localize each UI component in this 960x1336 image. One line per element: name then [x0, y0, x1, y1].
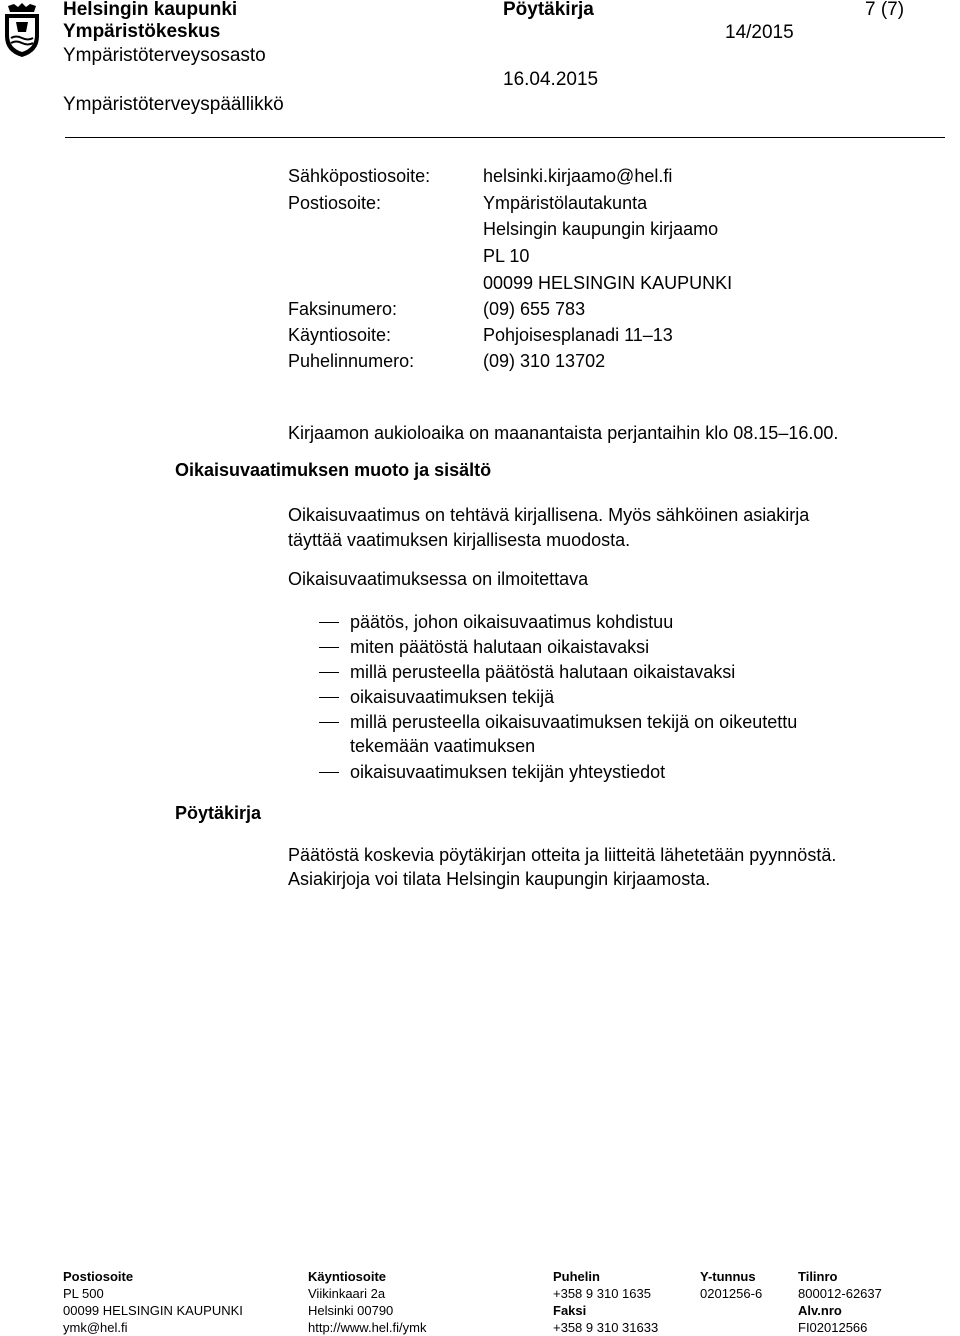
footer-value: 800012-62637 — [798, 1286, 882, 1301]
footer-account — [798, 1268, 882, 1336]
footer-value: 0201256-6 — [700, 1286, 763, 1301]
list-dash — [319, 697, 339, 698]
footer-label: Tilinro — [798, 1269, 838, 1284]
footer-visit — [308, 1268, 426, 1336]
footer-value: 00099 HELSINGIN KAUPUNKI — [63, 1303, 243, 1318]
list-dash — [319, 772, 339, 773]
footer-label: Y-tunnus — [700, 1269, 756, 1284]
email-label: Sähköpostiosoite: — [288, 166, 431, 186]
list-item: miten päätöstä halutaan oikaistavaksi — [350, 637, 650, 657]
paragraph: Oikaisuvaatimus on tehtävä kirjallisena. Myös sähköinen asiakirja — [288, 505, 810, 525]
page-number: 7 (7) — [865, 0, 905, 20]
section-heading: Oikaisuvaatimuksen muoto ja sisältö — [175, 460, 492, 480]
email-value: helsinki.kirjaamo@hel.fi — [483, 166, 673, 186]
postal-line: PL 10 — [483, 246, 530, 266]
footer-label: Postiosoite — [63, 1269, 134, 1284]
footer-postal — [63, 1268, 243, 1336]
list-dash — [319, 722, 339, 723]
footer-value: FI02012566 — [798, 1320, 868, 1335]
postal-line: 00099 HELSINGIN KAUPUNKI — [483, 273, 733, 293]
postal-line: Ympäristölautakunta — [483, 193, 648, 213]
fax-value: (09) 655 783 — [483, 299, 586, 319]
paragraph: Asiakirjoja voi tilata Helsingin kaupungin kirjaamosta. — [288, 869, 711, 889]
list-dash — [319, 647, 339, 648]
postal-label: Postiosoite: — [288, 193, 382, 213]
list-dash — [319, 622, 339, 623]
footer-business-id — [700, 1268, 762, 1302]
visit-value: Pohjoisesplanadi 11–13 — [483, 325, 673, 345]
list-item: millä perusteella oikaisuvaatimuksen tekijä on oikeutettu — [350, 712, 798, 732]
footer-url: http://www.hel.fi/ymk — [308, 1320, 427, 1335]
department-name: Ympäristökeskus — [63, 21, 221, 42]
footer-value: +358 9 310 31633 — [553, 1320, 659, 1335]
unit-name: Ympäristöterveysosasto — [63, 45, 266, 66]
org-name: Helsingin kaupunki — [63, 0, 238, 20]
list-item: millä perusteella päätöstä halutaan oikaistavaksi — [350, 662, 736, 682]
fax-label: Faksinumero: — [288, 299, 398, 319]
footer-value: +358 9 310 1635 — [553, 1286, 651, 1301]
footer-label: Alv.nro — [798, 1303, 842, 1318]
doc-type: Pöytäkirja — [503, 0, 594, 20]
phone-value: (09) 310 13702 — [483, 351, 606, 371]
role-name: Ympäristöterveyspäällikkö — [63, 94, 284, 115]
footer-value: Viikinkaari 2a — [308, 1286, 386, 1301]
list-item: päätös, johon oikaisuvaatimus kohdistuu — [350, 612, 674, 632]
list-dash — [319, 672, 339, 673]
office-hours: Kirjaamon aukioloaika on maanantaista perjantaihin klo 08.15–16.00. — [288, 423, 839, 443]
paragraph: täyttää vaatimuksen kirjallisesta muodosta. — [288, 530, 631, 550]
section-heading: Pöytäkirja — [175, 803, 262, 823]
header-rule — [65, 137, 945, 138]
footer-phone — [553, 1268, 658, 1336]
list-item: oikaisuvaatimuksen tekijän yhteystiedot — [350, 762, 666, 782]
list-item: oikaisuvaatimuksen tekijä — [350, 687, 555, 707]
footer-value: PL 500 — [63, 1286, 104, 1301]
paragraph: Päätöstä koskevia pöytäkirjan otteita ja liitteitä lähetetään pyynnöstä. — [288, 845, 837, 865]
postal-line: Helsingin kaupungin kirjaamo — [483, 219, 719, 239]
footer-label: Käyntiosoite — [308, 1269, 387, 1284]
doc-number: 14/2015 — [725, 22, 794, 43]
phone-label: Puhelinnumero: — [288, 351, 415, 371]
doc-date: 16.04.2015 — [503, 69, 599, 90]
footer-email: ymk@hel.fi — [63, 1320, 128, 1335]
helsinki-crest-logo — [2, 2, 42, 58]
list-item-continuation: tekemään vaatimuksen — [350, 736, 536, 756]
footer-label: Puhelin — [553, 1269, 600, 1284]
footer-label: Faksi — [553, 1303, 587, 1318]
footer-value: Helsinki 00790 — [308, 1303, 394, 1318]
visit-label: Käyntiosoite: — [288, 325, 392, 345]
paragraph: Oikaisuvaatimuksessa on ilmoitettava — [288, 569, 589, 589]
